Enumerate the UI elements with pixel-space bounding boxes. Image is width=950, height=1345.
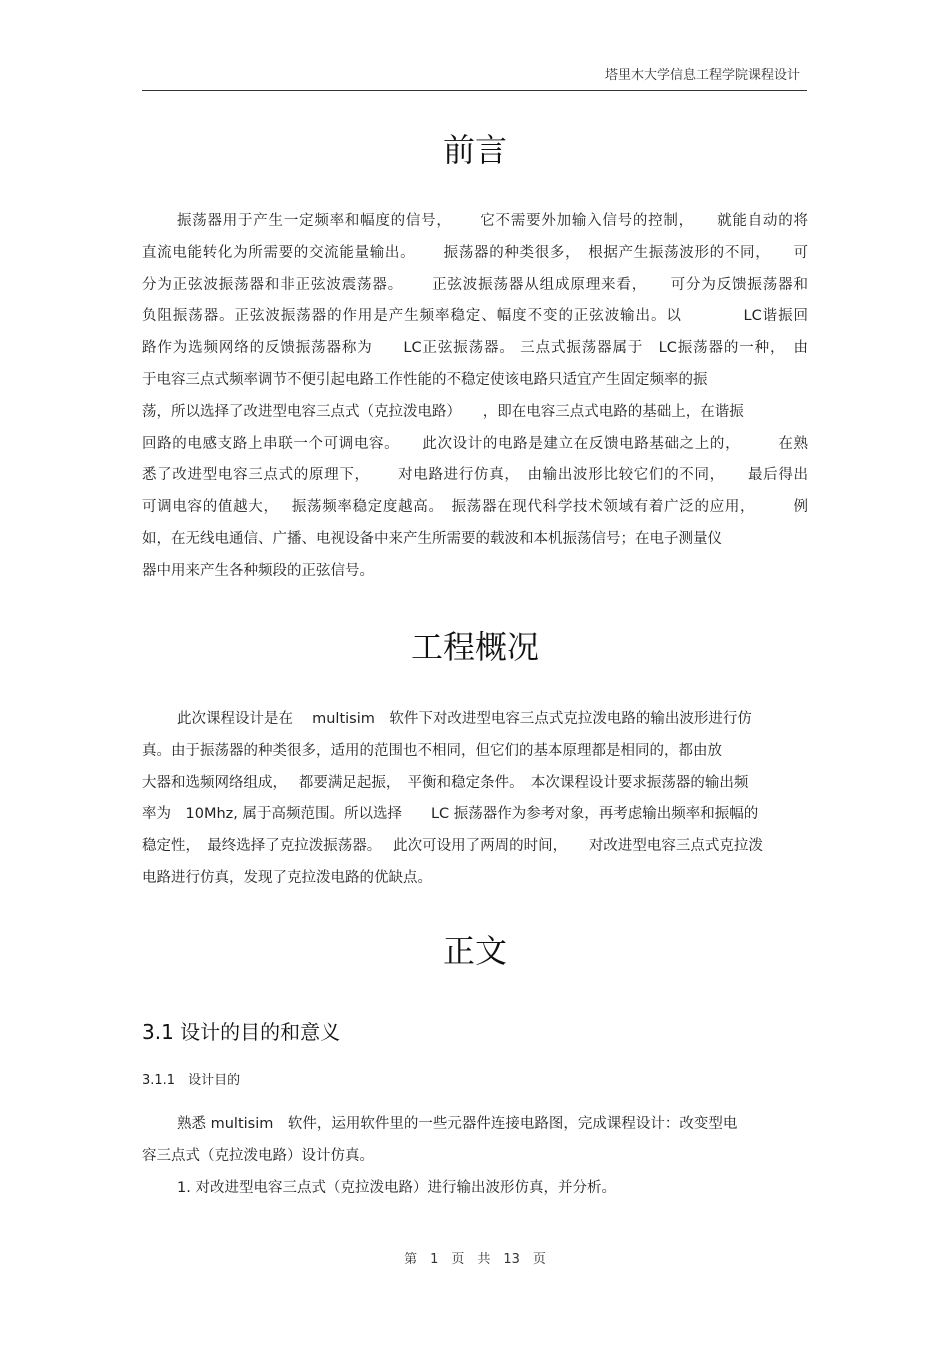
overview-line: 此次课程设计是在 multisim 软件下对改进型电容三点式克拉泼电路的输出波形进行仿: [177, 711, 752, 727]
body-title: 正文: [442, 932, 507, 970]
purpose-list-item: 1. 对改进型电容三点式（克拉泼电路）进行输出波形仿真，并分析。: [177, 1179, 616, 1196]
preface-line: 负阻振荡器。正弦波振荡器的作用是产生频率稳定、幅度不变的正弦波输出。以 LC谐振回: [142, 308, 808, 325]
preface-title: 前言: [442, 131, 507, 169]
preface-line: 路作为选频网络的反馈振荡器称为 LC正弦振荡器。 三点式振荡器属于 LC振荡器的一种， 由: [142, 340, 808, 357]
preface-line: 于电容三点式频率调节不便引起电路工作性能的不稳定使该电路只适宜产生固定频率的振: [142, 371, 708, 388]
preface-line: 回路的电感支路上串联一个可调电容。 此次设计的电路是建立在反馈电路基础之上的， 在熟: [142, 435, 808, 452]
preface-line: 可调电容的值越大， 振荡频率稳定度越高。 振荡器在现代科学技术领域有着广泛的应用， 例: [142, 499, 808, 516]
purpose-line: 容三点式（克拉泼电路）设计仿真。: [142, 1147, 374, 1164]
overview-line: 真。由于振荡器的种类很多，适用的范围也不相同，但它们的基本原理都是相同的，都由放: [142, 742, 722, 759]
overview-line: 稳定性， 最终选择了克拉泼振荡器。 此次可设用了两周的时间， 对改进型电容三点式克拉泼: [142, 838, 763, 855]
overview-paragraph: [142, 704, 808, 895]
section-heading: 3.1 设计的目的和意义: [142, 1020, 341, 1044]
preface-line: 悉了改进型电容三点式的原理下， 对电路进行仿真， 由输出波形比较它们的不同， 最后得出: [142, 467, 808, 484]
page-header: 塔里木大学信息工程学院课程设计: [604, 68, 800, 83]
overview-line: 率为 10Mhz, 属于高频范围。所以选择 LC 振荡器作为参考对象，再考虑输出频率和振幅的: [142, 806, 759, 823]
preface-line: 分为正弦波振荡器和非正弦波震荡器。 正弦波振荡器从组成原理来看， 可分为反馈振荡器和: [142, 276, 808, 293]
purpose-paragraph: [142, 1109, 808, 1204]
preface-paragraph: [142, 206, 808, 588]
page-footer: 第 1 页 共 13 页: [404, 1252, 546, 1267]
header-divider: [142, 90, 807, 91]
subsection-heading: 3.1.1 设计目的: [142, 1073, 241, 1088]
preface-line: 器中用来产生各种频段的正弦信号。: [142, 562, 374, 579]
overview-line: 电路进行仿真，发现了克拉泼电路的优缺点。: [142, 869, 432, 886]
overview-line: 大器和选频网络组成， 都要满足起振， 平衡和稳定条件。 本次课程设计要求振荡器的输出频: [142, 774, 749, 791]
overview-title: 工程概况: [410, 628, 539, 666]
preface-line: 振荡器用于产生一定频率和幅度的信号， 它不需要外加输入信号的控制， 就能自动的将: [177, 213, 808, 229]
preface-line: 荡，所以选择了改进型电容三点式（克拉泼电路） ，即在电容三点式电路的基础上，在谐振: [142, 403, 744, 420]
preface-line: 直流电能转化为所需要的交流能量输出。 振荡器的种类很多， 根据产生振荡波形的不同， 可: [142, 244, 808, 261]
purpose-line: 熟悉 multisim 软件，运用软件里的一些元器件连接电路图，完成课程设计：改变型电: [177, 1116, 738, 1132]
preface-line: 如，在无线电通信、广播、电视设备中来产生所需要的载波和本机振荡信号；在电子测量仪: [142, 530, 722, 547]
